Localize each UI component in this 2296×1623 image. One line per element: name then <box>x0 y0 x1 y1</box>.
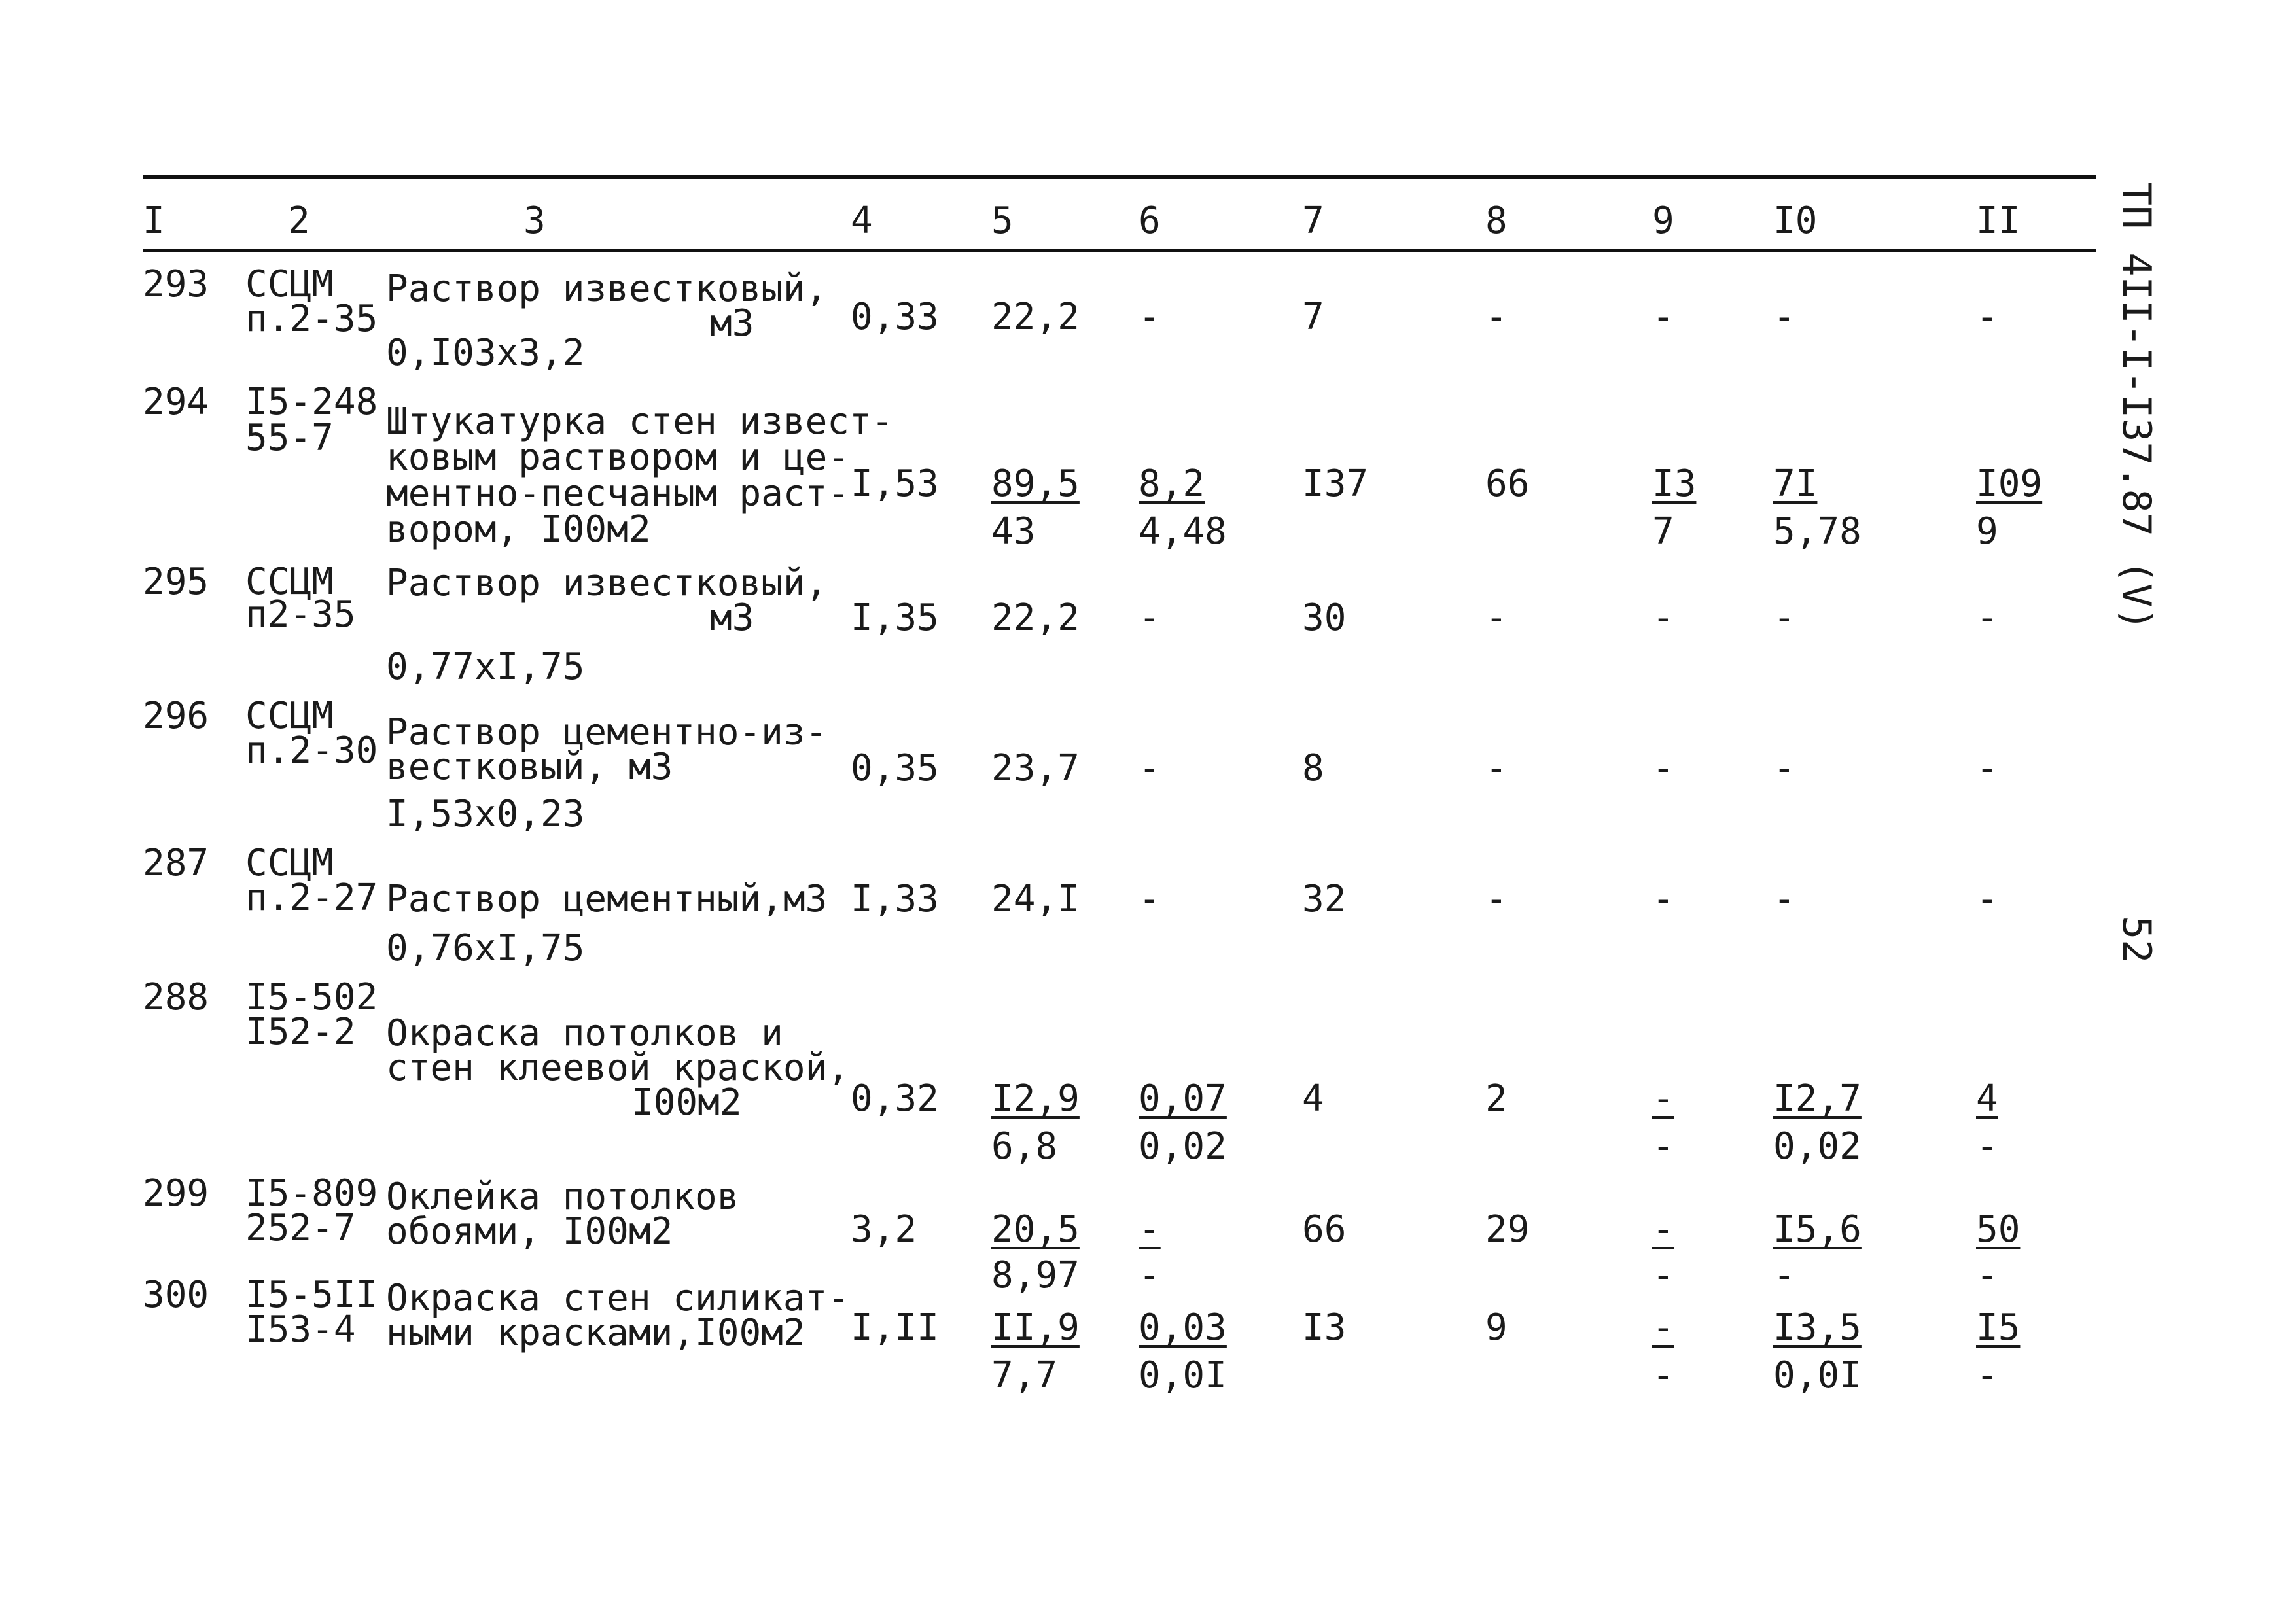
norm-code: ССЦМ <box>245 842 334 884</box>
header-rule <box>143 249 2096 252</box>
cell-value: 23,7 <box>991 747 1080 790</box>
cell-value: 0,32 <box>851 1077 939 1120</box>
cell-value: - <box>1652 1306 1674 1349</box>
cell-value: I5,6 <box>1773 1208 1862 1251</box>
norm-code: п.2-35 <box>245 298 378 340</box>
cell-value: I3 <box>1302 1306 1347 1349</box>
cell-value: - <box>1652 747 1674 790</box>
cell-value: 0,33 <box>851 296 939 338</box>
cell-subvalue: 0,02 <box>1773 1125 1862 1168</box>
cell-value: - <box>1139 747 1161 790</box>
row-number: 295 <box>143 561 209 603</box>
cell-value: 89,5 <box>991 462 1080 505</box>
cell-value: I37 <box>1302 462 1369 505</box>
norm-code: I52-2 <box>245 1011 356 1053</box>
work-description: стен клеевой краской, <box>386 1047 850 1089</box>
cell-value: 32 <box>1302 878 1347 920</box>
work-description: Раствор цементно-из- <box>386 711 828 754</box>
cell-value: 8,2 <box>1139 462 1205 505</box>
norm-code: ССЦМ <box>245 263 334 305</box>
cell-value: 9 <box>1485 1306 1508 1349</box>
row-number: 287 <box>143 842 209 884</box>
work-description: м3 <box>710 597 754 639</box>
cell-value: - <box>1773 296 1795 338</box>
cell-value: - <box>1652 597 1674 639</box>
cell-subvalue: 0,0I <box>1773 1354 1862 1397</box>
norm-code: I5-5II <box>245 1274 378 1316</box>
row-number: 300 <box>143 1274 209 1316</box>
work-description: I00м2 <box>631 1081 742 1124</box>
cell-value: - <box>1485 597 1508 639</box>
norm-code: 252-7 <box>245 1207 356 1249</box>
norm-code: I5-809 <box>245 1172 378 1215</box>
norm-code: ССЦМ <box>245 695 334 737</box>
cell-subvalue: 0,0I <box>1139 1354 1227 1397</box>
row-number: 299 <box>143 1172 209 1215</box>
cell-value: - <box>1139 597 1161 639</box>
work-description: Штукатурка стен извест- <box>386 400 894 443</box>
cell-value: 8 <box>1302 747 1324 790</box>
work-description: Раствор цементный,м3 <box>386 878 828 920</box>
norm-code: I53-4 <box>245 1308 356 1351</box>
cell-value: I3 <box>1652 462 1697 505</box>
row-number: 294 <box>143 381 209 423</box>
cell-value: - <box>1652 878 1674 920</box>
cell-value: - <box>1652 1077 1674 1120</box>
cell-value: 22,2 <box>991 296 1080 338</box>
work-description: Раствор известковый, <box>386 562 828 604</box>
row-number: 296 <box>143 695 209 737</box>
quantity-calculation: 0,76xI,75 <box>386 927 585 969</box>
work-description: Раствор известковый, <box>386 268 828 310</box>
cell-value: I09 <box>1976 462 2043 505</box>
cell-value: II,9 <box>991 1306 1080 1349</box>
column-header: 5 <box>991 200 1014 242</box>
cell-subvalue: 43 <box>991 510 1036 553</box>
norm-code: п.2-27 <box>245 877 378 919</box>
row-number: 293 <box>143 263 209 305</box>
cell-subvalue: - <box>1652 1254 1674 1297</box>
cell-subvalue: - <box>1139 1254 1161 1297</box>
cell-subvalue: - <box>1773 1254 1795 1297</box>
column-header: 2 <box>288 200 310 242</box>
cell-value: I2,7 <box>1773 1077 1862 1120</box>
cell-value: 29 <box>1485 1208 1530 1251</box>
work-description: Окраска стен силикат- <box>386 1277 850 1319</box>
cell-value: I,II <box>851 1306 939 1349</box>
column-header: I0 <box>1773 200 1818 242</box>
cell-subvalue: 4,48 <box>1139 510 1227 553</box>
cell-value: - <box>1773 878 1795 920</box>
column-header: 7 <box>1302 200 1324 242</box>
cell-subvalue: 6,8 <box>991 1125 1058 1168</box>
work-description: обоями, I00м2 <box>386 1210 673 1253</box>
cell-subvalue: 5,78 <box>1773 510 1862 553</box>
cell-value: I2,9 <box>991 1077 1080 1120</box>
cell-value: - <box>1139 878 1161 920</box>
column-header: 8 <box>1485 200 1508 242</box>
quantity-calculation: 0,77xI,75 <box>386 646 585 688</box>
column-header: 6 <box>1139 200 1161 242</box>
cell-value: - <box>1976 296 1998 338</box>
cell-subvalue: 9 <box>1976 510 1998 553</box>
column-header: 3 <box>523 200 546 242</box>
cell-value: - <box>1976 878 1998 920</box>
cell-value: 0,03 <box>1139 1306 1227 1349</box>
cell-value: - <box>1652 1208 1674 1251</box>
column-header: I <box>143 200 165 242</box>
cell-subvalue: 7 <box>1652 510 1674 553</box>
cell-value: - <box>1485 747 1508 790</box>
cell-value: - <box>1976 597 1998 639</box>
norm-code: п2-35 <box>245 593 356 636</box>
cell-value: 2 <box>1485 1077 1508 1120</box>
cell-value: 4 <box>1976 1077 1998 1120</box>
cell-subvalue: 8,97 <box>991 1254 1080 1297</box>
norm-code: I5-502 <box>245 976 378 1019</box>
norm-code: ССЦМ <box>245 561 334 603</box>
page-number: 52 <box>2113 916 2159 964</box>
cell-value: - <box>1773 597 1795 639</box>
cell-value: I3,5 <box>1773 1306 1862 1349</box>
cell-value: - <box>1773 747 1795 790</box>
work-description: м3 <box>710 302 754 345</box>
document-code: ТП 4II-I-I37.87 (V) <box>2113 182 2159 631</box>
work-description: Окраска потолков и <box>386 1012 783 1055</box>
work-description: ментно-песчаным раст- <box>386 472 850 515</box>
norm-code: 55-7 <box>245 417 334 459</box>
quantity-calculation: 0,I03x3,2 <box>386 332 585 374</box>
cell-subvalue: - <box>1976 1354 1998 1397</box>
cell-subvalue: - <box>1976 1254 1998 1297</box>
work-description: Оклейка потолков <box>386 1176 739 1218</box>
cell-value: I,33 <box>851 878 939 920</box>
cell-value: 66 <box>1302 1208 1347 1251</box>
column-header: 9 <box>1652 200 1674 242</box>
cell-subvalue: - <box>1652 1125 1674 1168</box>
cell-value: - <box>1139 1208 1161 1251</box>
norm-code: п.2-30 <box>245 729 378 772</box>
cell-value: 66 <box>1485 462 1530 505</box>
work-description: ковым раствором и це- <box>386 436 850 479</box>
column-header: II <box>1976 200 2021 242</box>
cell-value: I,35 <box>851 597 939 639</box>
work-description: ными красками,I00м2 <box>386 1312 805 1354</box>
cell-subvalue: - <box>1652 1354 1674 1397</box>
cell-value: I5 <box>1976 1306 2021 1349</box>
cell-value: 7I <box>1773 462 1818 505</box>
column-header: 4 <box>851 200 873 242</box>
cell-value: - <box>1976 747 1998 790</box>
cell-value: - <box>1652 296 1674 338</box>
quantity-calculation: I,53x0,23 <box>386 793 585 835</box>
cell-value: I,53 <box>851 462 939 505</box>
work-description: вестковый, м3 <box>386 746 673 788</box>
cell-value: 20,5 <box>991 1208 1080 1251</box>
cell-value: 50 <box>1976 1208 2021 1251</box>
cell-subvalue: 0,02 <box>1139 1125 1227 1168</box>
cell-value: 4 <box>1302 1077 1324 1120</box>
cell-value: 7 <box>1302 296 1324 338</box>
norm-code: I5-248 <box>245 381 378 423</box>
cell-value: 24,I <box>991 878 1080 920</box>
work-description: вором, I00м2 <box>386 508 651 551</box>
cell-value: - <box>1139 296 1161 338</box>
cell-subvalue: 7,7 <box>991 1354 1058 1397</box>
cell-value: 22,2 <box>991 597 1080 639</box>
row-number: 288 <box>143 976 209 1019</box>
cell-value: - <box>1485 296 1508 338</box>
cell-value: 30 <box>1302 597 1347 639</box>
cell-value: 0,35 <box>851 747 939 790</box>
cell-subvalue: - <box>1976 1125 1998 1168</box>
cell-value: 3,2 <box>851 1208 917 1251</box>
top-rule <box>143 175 2096 179</box>
cell-value: 0,07 <box>1139 1077 1227 1120</box>
cell-value: - <box>1485 878 1508 920</box>
